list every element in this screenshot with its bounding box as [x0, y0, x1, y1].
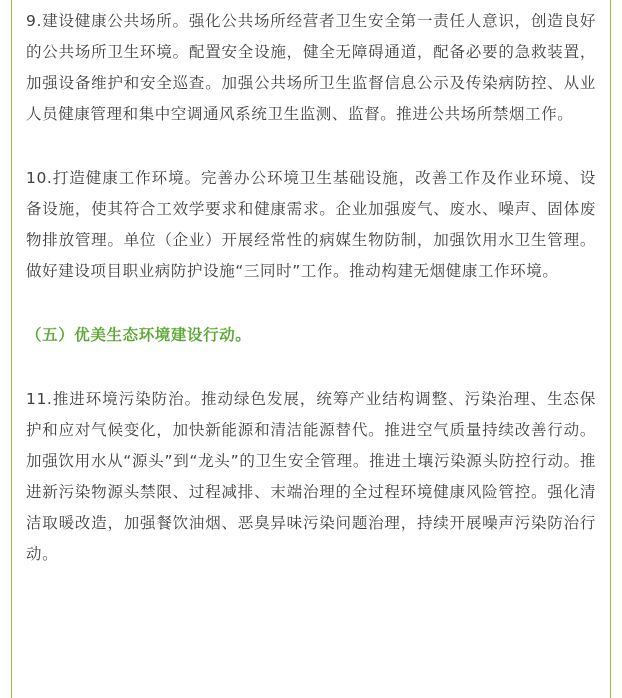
section-5-heading: （五）优美生态环境建设行动。 — [26, 326, 252, 344]
item-10-paragraph: 10.打造健康工作环境。完善办公环境卫生基础设施，改善工作及作业环境、设备设施，使其符合工效学要求和健康需求。企业加强废气、废水、噪声、固体废物排放管理。单位（企业）开展经常性的病媒生物防制，加强饮用水卫生管理。做好建设项目职业病防护设施“三同时”工作。推动构建无烟健康工作环境。 — [26, 169, 596, 280]
item-11-paragraph: 11.推进环境污染防治。推动绿色发展，统筹产业结构调整、污染治理、生态保护和应对气候变化，加快新能源和清洁能源替代。推进空气质量持续改善行动。加强饮用水从“源头”到“龙头”的卫生安全管理。推进土壤污染源头防控行动。推进新污染物源头禁限、过程减排、末端治理的全过程环境健康风险管控。强化清洁取暖改造，加强餐饮油烟、恶臭异味污染问题治理，持续开展噪声污染防治行动。 — [26, 390, 596, 563]
article-body — [26, 6, 596, 603]
item-9-paragraph: 9.建设健康公共场所。强化公共场所经营者卫生安全第一责任人意识，创造良好的公共场所卫生环境。配置安全设施，健全无障碍通道，配备必要的急救装置，加强设备维护和安全巡查。加强公共场所卫生监督信息公示及传染病防控、从业人员健康管理和集中空调通风系统卫生监测、监督。推进公共场所禁烟工作。 — [26, 12, 596, 123]
